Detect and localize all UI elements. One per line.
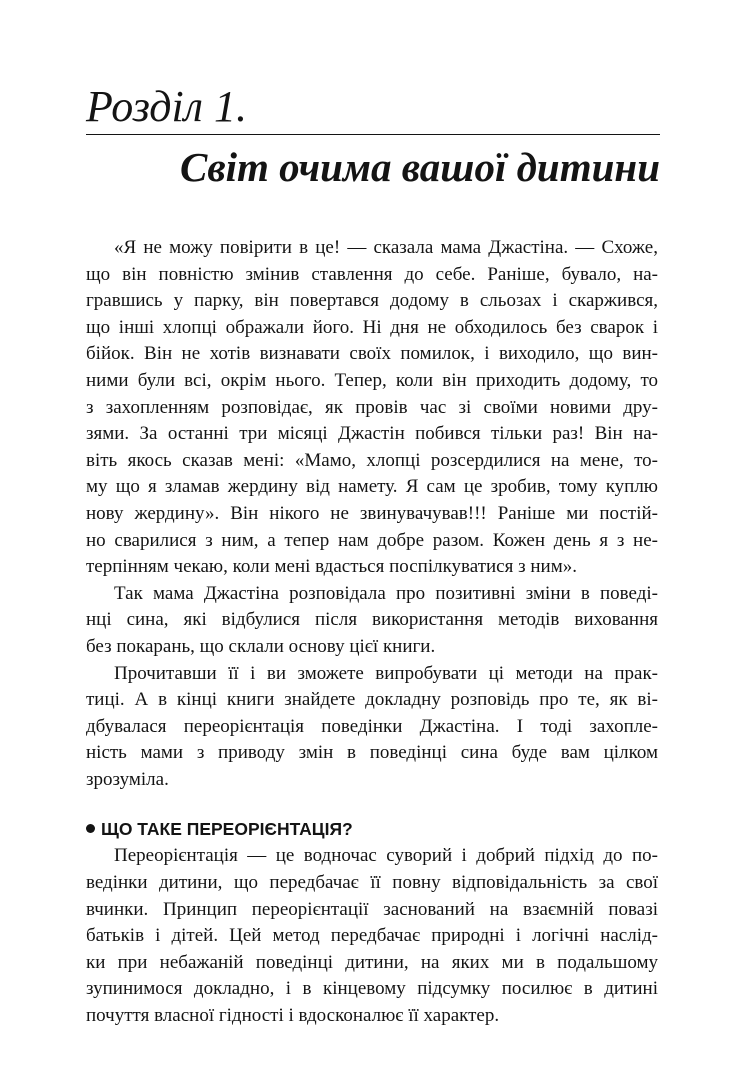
paragraph-changes xyxy=(86,581,658,661)
text-line: вчинки. Принцип переорієнтації заснований на взаємній повазі xyxy=(86,898,658,920)
text-line: почуття власної гідності і вдосконалює її характер. xyxy=(86,1005,500,1027)
paragraph-practice xyxy=(86,661,658,794)
text-line: віть якось сказав мені: «Мамо, хлопці розсердилися на мене, то- xyxy=(86,449,658,471)
text-line: нову жердину». Він нікого не звинувачував!!! Раніше ми постій- xyxy=(86,502,658,524)
body-text xyxy=(86,235,658,1030)
text-line: му що я зламав жердину від намету. Я сам це зробив, тому куплю xyxy=(86,476,658,498)
chapter-divider-rule xyxy=(86,134,660,135)
section-heading xyxy=(86,815,658,843)
text-line: ними були всі, окрім нього. Тепер, коли він приходить додому, то xyxy=(86,369,658,391)
text-line: з захопленням розповідає, як провів час зі своїми новими дру- xyxy=(86,396,658,418)
bullet-icon xyxy=(86,824,95,833)
text-line: батьків і дітей. Цей метод передбачає природні і логічні наслід- xyxy=(86,925,658,947)
section-heading-text: ЩО ТАКЕ ПЕРЕОРІЄНТАЦІЯ? xyxy=(101,819,353,840)
chapter-number: Розділ 1. xyxy=(86,82,247,131)
text-line: Так мама Джастіна розповідала про позитивні зміни в поведі- xyxy=(114,582,658,604)
text-line: тиці. А в кінці книги знайдете докладну розповідь про те, як ві- xyxy=(86,689,658,711)
text-line: Переорієнтація — це водночас суворий і добрий підхід до по- xyxy=(114,845,658,867)
chapter-title: Світ очима вашої дитини xyxy=(179,144,660,190)
text-line: ведінки дитини, що передбачає її повну відповідальність за свої xyxy=(86,872,658,894)
text-line: що інші хлопці ображали його. Ні дня не обходилось без сварок і xyxy=(86,316,658,338)
text-line: Прочитавши її і ви зможете випробувати ці методи на прак- xyxy=(114,662,658,684)
text-line: зями. За останні три місяці Джастін побився тільки раз! Він на- xyxy=(86,423,658,445)
text-line: бійок. Він не хотів визнавати своїх помилок, і виходило, що вин- xyxy=(86,343,658,365)
paragraph-reorientation xyxy=(86,843,658,1029)
text-line: зупинимося докладно, і в кінцевому підсумку посилює в дитині xyxy=(86,978,658,1000)
text-line: гравшись у парку, він повертався додому в сльозах і скаржився, xyxy=(86,290,658,312)
text-line: зрозуміла. xyxy=(86,768,169,790)
text-line: «Я не можу повірити в це! — сказала мама Джастіна. — Схоже, xyxy=(114,237,658,258)
text-line: дбувалася переорієнтація поведінки Джастіна. І тоді захопле- xyxy=(86,715,658,737)
paragraph-intro xyxy=(86,235,658,581)
text-line: но сварилися з ним, а тепер нам добре разом. Кожен день я з не- xyxy=(86,529,658,551)
text-line: що він повністю змінив ставлення до себе. Раніше, бувало, на- xyxy=(86,263,658,285)
text-line: терпінням чекаю, коли мені вдасться поспілкуватися з ним». xyxy=(86,556,577,578)
text-line: без покарань, що склали основу цієї книги. xyxy=(86,635,436,657)
text-line: нці сина, які відбулися після використання методів виховання xyxy=(86,609,658,631)
text-line: ність мами з приводу змін в поведінці сина буде вам цілком xyxy=(86,742,658,764)
text-line: ки при небажаній поведінці дитини, на яких ми в подальшому xyxy=(86,951,658,973)
